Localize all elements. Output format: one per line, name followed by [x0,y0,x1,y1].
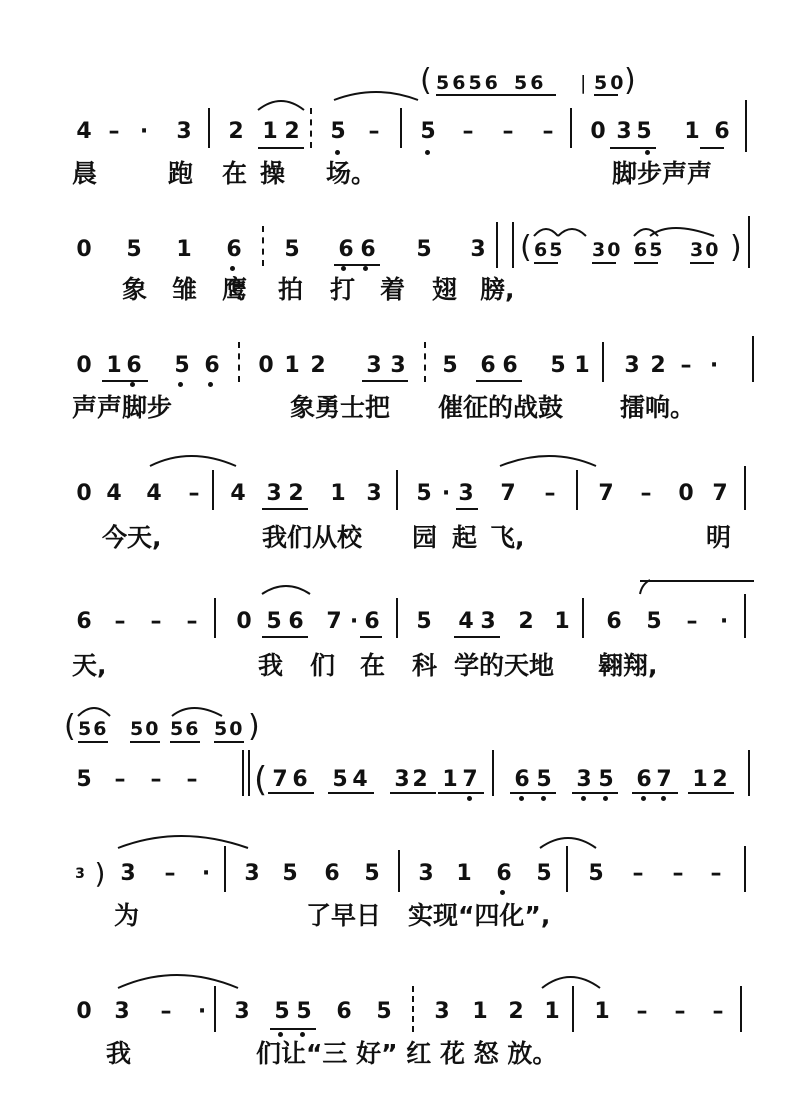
lyrics-row8: 我 们让“三 好” 红 花 怒 放。 [106,1039,558,1068]
lyrics-row3: 声声脚步 象勇士把 催征的战鼓 擂响。 [72,393,696,422]
lyrics-row1: 晨 跑 在 操 场。 脚步声声 [72,159,713,188]
notes-row5: 6 – – – 0 5 6 7 · 6 5 4 3 2 1 6 5 – · [76,609,729,634]
lyrics-row5: 天, 我 们 在 科 学的天地 翱翔, [72,651,658,680]
lyrics-row2: 象 雏 鹰 拍 打 着 翅 膀, [122,275,515,304]
notes-row3: 0 1 6 5 6 0 1 2 3 3 5 6 6 5 1 3 2 – · [76,353,719,378]
notes-row7: 3 ) 3 – · 3 5 6 5 3 1 6 5 5 – – – [75,857,722,890]
lyrics-row7: 为 了早日 实现“四化”, [114,901,551,930]
lyrics-row4: 今天, 我们从校 园 起 飞, 明 [102,523,732,552]
notes-row6: 5 – – – ( 7 6 5 4 3 2 1 7 6 5 3 5 6 7 1 2 [76,760,728,800]
notes-row2: 0 5 1 6 5 6 6 5 3 [76,237,486,262]
notes-row8: 0 3 – · 3 5 5 6 5 3 1 2 1 1 – – – [76,999,724,1024]
notes-row4: 0 4 4 – 4 3 2 1 3 5 · 3 7 – 7 – 0 7 [76,481,728,506]
notes-row1: 4 – · 3 2 1 2 5 – 5 – – – 0 3 5 1 6 [76,119,730,144]
jianpu-score-page: ( 5656 56 | 50 ) 4 – · 3 2 1 2 5 – 5 – – – 0 3 5 1 6 晨 跑 在 操 场。 脚步声声 0 5 1 6 5 6 6 5 3 ( 65 30 65 30 ) 象 雏 鹰 拍 打 着 翅 膀, 0 1 6 5 6 0 1 2 3 3 5 6 6 5 1 3 2 – · 声声脚步 象勇士把 催征的战鼓 擂响。 0 4 4 – 4 3 2 1 3 5 · 3 7 – 7 – 0 7 今天, 我们从校 园 起 飞, 明 6 – – – 0 5 6 7 · 6 5 4 3 2 1 6 5 – · 天, 我 们 在 科 学的天地 翱翔, ( 56 50 56 50 ) 5 – – – ( 7 6 5 4 3 2 1 7 6 5 3 5 6 7 1 2 3 ) 3 – · 3 5 6 5 3 1 6 5 5 – – – 为 了早日 实现“四化”, 0 3 – · 3 5 5 6 5 3 1 2 1 1 – – – 我 们让“三 好” 红 花 怒 放。 [0,0,810,1106]
